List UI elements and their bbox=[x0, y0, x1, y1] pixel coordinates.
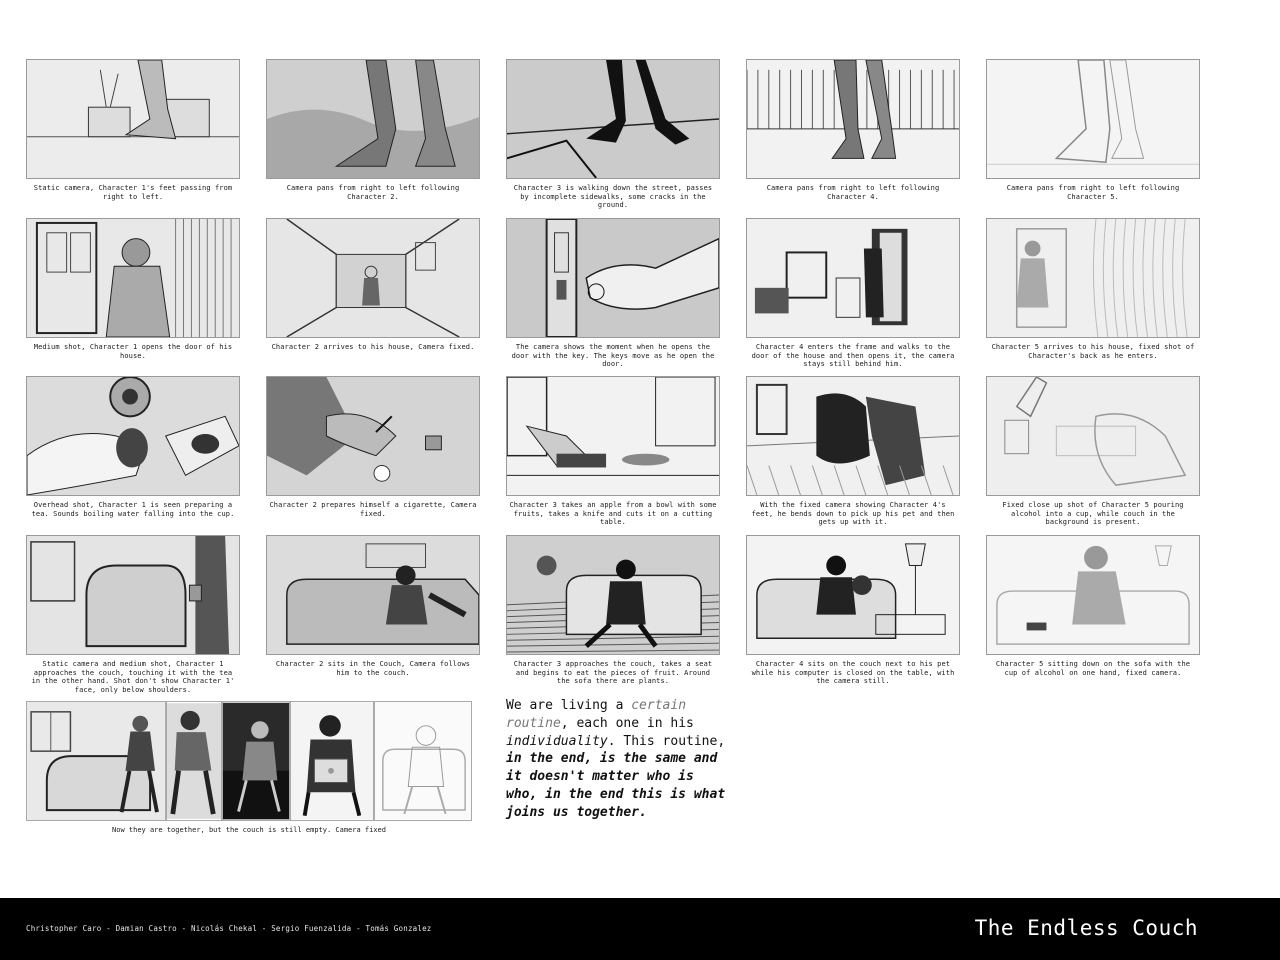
panel-caption: Character 2 sits in the Couch, Camera follows him to the couch. bbox=[275, 660, 471, 677]
final-panel-woman bbox=[166, 701, 222, 821]
panel-caption: Medium shot, Character 1 opens the door of his house. bbox=[33, 343, 233, 360]
panel-caption: With the fixed camera showing Character 4's feet, he bends down to pick up his pet and then gets up with it. bbox=[751, 501, 955, 526]
storyboard-panel bbox=[26, 535, 240, 694]
final-panel-armchair bbox=[26, 701, 166, 821]
sketch-door-light bbox=[987, 219, 1199, 337]
storyboard-frame bbox=[26, 59, 240, 179]
panel-caption: Character 2 arrives to his house, Camera fixed. bbox=[271, 343, 475, 351]
sketch-sofa-5 bbox=[987, 536, 1199, 654]
sketch-room-door bbox=[747, 219, 959, 337]
storyboard-panel bbox=[26, 376, 240, 518]
panel-caption: Camera pans from right to left following Character 4. bbox=[766, 184, 940, 201]
panel-caption: Static camera, Character 1's feet passing from right to left. bbox=[33, 184, 233, 201]
sketch-pour bbox=[987, 377, 1199, 495]
sketch-feet-plants bbox=[27, 60, 239, 178]
authors-credit: Christopher Caro - Damian Castro - Nicolás Chekal - Sergio Fuenzalida - Tomás Gonzalez bbox=[26, 924, 432, 933]
sketch-tea bbox=[27, 377, 239, 495]
storyboard-panel bbox=[26, 218, 240, 360]
sketch-feet-garden bbox=[267, 60, 479, 178]
storyboard-panel bbox=[266, 218, 480, 352]
project-title: The Endless Couch bbox=[974, 916, 1198, 940]
sketch-sofa-3 bbox=[507, 536, 719, 654]
storyboard-panel bbox=[266, 59, 480, 201]
panel-caption: Camera pans from right to left following Character 2. bbox=[286, 184, 460, 201]
panel-caption: Character 2 prepares himself a cigarette, Camera fixed. bbox=[269, 501, 477, 518]
storyboard-frame bbox=[746, 59, 960, 179]
panel-caption: Camera pans from right to left following Character 5. bbox=[1006, 184, 1180, 201]
final-panel-light bbox=[374, 701, 472, 821]
sketch-sofa-4 bbox=[747, 536, 959, 654]
sketch-pet bbox=[747, 377, 959, 495]
storyboard-frame bbox=[506, 59, 720, 179]
sketch-feet-street bbox=[507, 60, 719, 178]
quote-part-5: . This routine, bbox=[607, 733, 726, 749]
panel-caption: The camera shows the moment when he opens the door with the key. The keys move as he open the door. bbox=[511, 343, 715, 368]
storyboard-panel bbox=[986, 535, 1200, 677]
storyboard-panel bbox=[266, 535, 480, 677]
storyboard-panel bbox=[746, 59, 960, 201]
panel-caption: Character 5 sitting down on the sofa with the cup of alcohol on one hand, fixed camera. bbox=[995, 660, 1191, 677]
quote-part-3: , each one in his bbox=[560, 715, 694, 731]
storyboard-frame bbox=[746, 535, 960, 655]
sketch-sofa-2 bbox=[267, 536, 479, 654]
storyboard-frame bbox=[506, 535, 720, 655]
storyboard-panel bbox=[986, 218, 1200, 360]
quote-part-4: individuality bbox=[506, 733, 608, 749]
storyboard-frame bbox=[746, 218, 960, 338]
panel-caption: Character 3 is walking down the street, passes by incomplete sidewalks, some cracks in the ground. bbox=[513, 184, 713, 209]
panel-caption: Character 3 takes an apple from a bowl with some fruits, takes a knife and cuts it on a cutting table. bbox=[509, 501, 717, 526]
sketch-armchair bbox=[27, 536, 239, 654]
quote-part-1: We are living a bbox=[506, 698, 632, 713]
manifesto-quote bbox=[506, 697, 726, 822]
storyboard-frame bbox=[26, 376, 240, 496]
final-panel-caption: Now they are together, but the couch is still empty. Camera fixed bbox=[112, 826, 386, 834]
panel-caption: Static camera and medium shot, Character 1 approaches the couch, touching it with the tea in the other hand. Shot don't show Character 1' face, only below shoulders. bbox=[31, 660, 235, 694]
storyboard-frame bbox=[986, 218, 1200, 338]
storyboard-frame bbox=[266, 218, 480, 338]
sketch-laptop-man bbox=[291, 702, 373, 820]
panel-caption: Fixed close up shot of Character 5 pouring alcohol into a cup, while couch in the background is present. bbox=[1002, 501, 1184, 526]
panel-caption: Character 3 approaches the couch, takes a seat and begins to eat the pieces of fruit. Around the sofa there are plants. bbox=[513, 660, 713, 685]
sketch-kitchen bbox=[507, 377, 719, 495]
storyboard-frame bbox=[26, 535, 240, 655]
storyboard-panel bbox=[506, 535, 720, 686]
final-panel-dark bbox=[222, 701, 290, 821]
sketch-feet-light bbox=[987, 60, 1199, 178]
panel-caption: Character 4 sits on the couch next to his pet while his computer is closed on the table, with the camera still. bbox=[751, 660, 955, 685]
storyboard-panel bbox=[746, 535, 960, 686]
storyboard-frame bbox=[986, 59, 1200, 179]
storyboard-frame bbox=[26, 218, 240, 338]
sketch-feet-fence bbox=[747, 60, 959, 178]
storyboard-panel bbox=[266, 376, 480, 518]
storyboard-frame bbox=[266, 376, 480, 496]
panel-caption: Overhead shot, Character 1 is seen preparing a tea. Sounds boiling water falling into the cup. bbox=[31, 501, 235, 518]
quote-part-2: certain routine bbox=[506, 698, 687, 731]
final-panel-laptop bbox=[290, 701, 374, 821]
storyboard-frame bbox=[746, 376, 960, 496]
storyboard-frame bbox=[266, 59, 480, 179]
storyboard-frame bbox=[506, 218, 720, 338]
panel-caption: Character 5 arrives to his house, fixed shot of Character's back as he enters. bbox=[991, 343, 1195, 360]
quote-part-6: in the end, is the same and it doesn't matter who is who, in the end this is what joins us together. bbox=[506, 751, 726, 820]
storyboard-frame bbox=[506, 376, 720, 496]
storyboard-panel bbox=[746, 218, 960, 369]
storyboard-frame bbox=[266, 535, 480, 655]
storyboard-frame bbox=[986, 535, 1200, 655]
sketch-armchair bbox=[27, 702, 165, 820]
sketch-dark-sofa bbox=[223, 702, 289, 820]
sketch-cigarette bbox=[267, 377, 479, 495]
panel-caption: Character 4 enters the frame and walks to the door of the house and then opens it, the camera stays still behind him. bbox=[751, 343, 955, 368]
final-panel bbox=[26, 701, 472, 821]
sketch-light-sofa bbox=[375, 702, 471, 820]
storyboard-panel bbox=[986, 59, 1200, 201]
storyboard-panel bbox=[506, 59, 720, 210]
storyboard-panel bbox=[986, 376, 1200, 527]
sketch-door-man bbox=[27, 219, 239, 337]
storyboard-panel bbox=[506, 376, 720, 527]
storyboard-panel bbox=[506, 218, 720, 369]
storyboard-panel bbox=[26, 59, 240, 201]
storyboard-panel bbox=[746, 376, 960, 527]
footer-bar bbox=[0, 898, 1280, 960]
sketch-key-hand bbox=[507, 219, 719, 337]
sketch-hallway bbox=[267, 219, 479, 337]
sketch-seated-woman bbox=[167, 702, 221, 820]
storyboard-frame bbox=[986, 376, 1200, 496]
